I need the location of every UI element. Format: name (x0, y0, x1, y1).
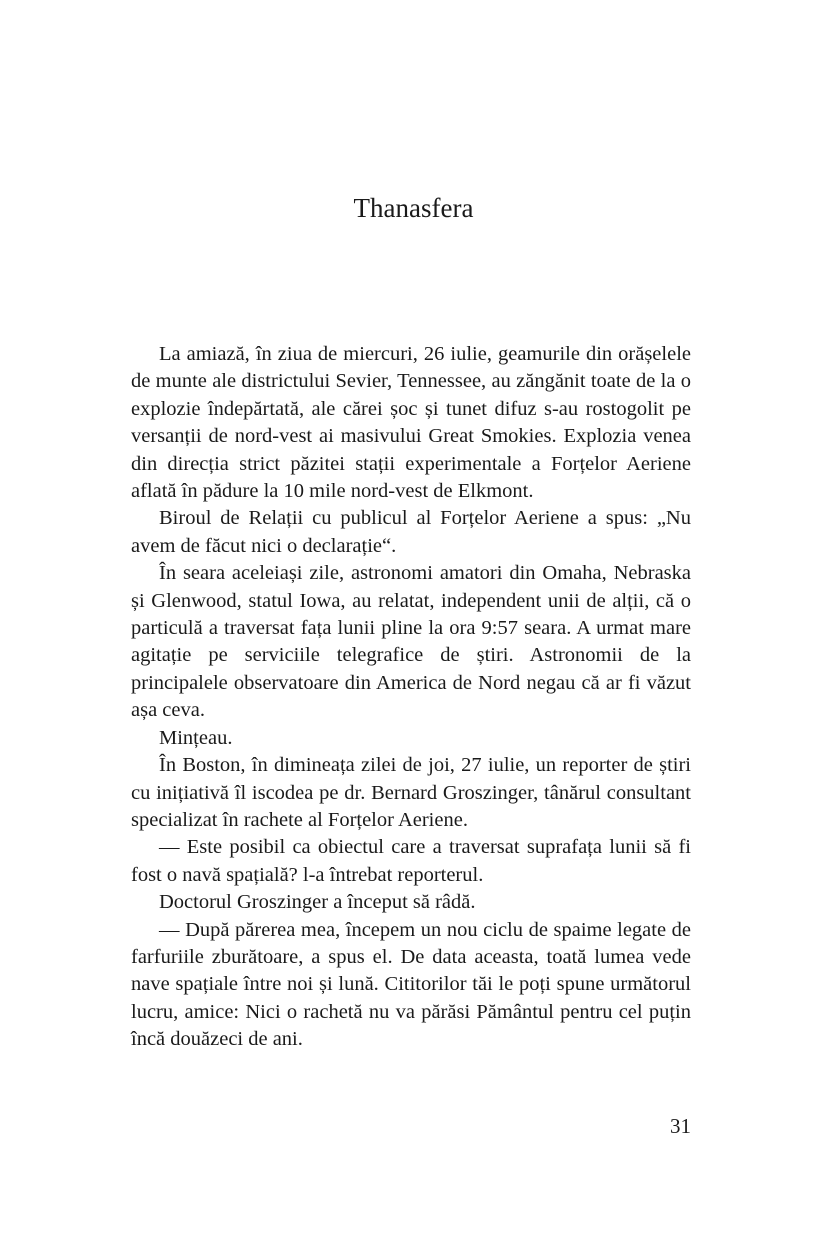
paragraph: În seara aceleiași zile, astronomi amatori din Omaha, Nebraska și Glenwood, statul Iowa, au relatat, independent unii de alții, că o particulă a traversat fața lunii pline la ora 9:57 seara. A urmat mare agitație pe serviciile telegrafice de știri. Astronomii de la principalele observatoare din America de Nord negau că ar fi văzut așa ceva. (131, 562, 691, 722)
chapter-title: Thanasfera (353, 193, 474, 223)
paragraph: La amiază, în ziua de miercuri, 26 iulie, geamurile din orășelele de munte ale districtului Sevier, Tennessee, au zăngănit toate de la o explozie îndepărtată, ale cărei șoc și tunet difuz s-au rostogolit pe versanții de nord-vest ai masivului Great Smokies. Explozia venea din direcția strict păzitei stații experimentale a Forțelor Aeriene aflată în pădure la 10 mile nord-vest de Elkmont. (131, 343, 691, 503)
paragraph: Doctorul Groszinger a început să râdă. (159, 891, 476, 914)
paragraph: Biroul de Relații cu publicul al Forțelor Aeriene a spus: „Nu avem de făcut nici o declarație“. (131, 507, 691, 557)
paragraph: Mințeau. (159, 726, 233, 749)
paragraph: — Este posibil ca obiectul care a traversat suprafața lunii să fi fost o navă spațială? l-a întrebat reporterul. (131, 836, 691, 886)
chapter-body (131, 341, 691, 1054)
paragraph: În Boston, în dimineața zilei de joi, 27 iulie, un reporter de știri cu inițiativă îl iscodea pe dr. Bernard Groszinger, tânărul consultant specializat în rachete al Forțelor Aeriene. (131, 754, 691, 831)
paragraph: — După părerea mea, începem un nou ciclu de spaime legate de farfuriile zburătoare, a spus el. De data aceasta, toată lumea vede nave spațiale între noi și lună. Cititorilor tăi le poți spune următorul lucru, amice: Nici o rachetă nu va părăsi Pământul pentru cel puțin încă douăzeci de ani. (131, 918, 691, 1051)
page-number: 31 (670, 1114, 691, 1138)
